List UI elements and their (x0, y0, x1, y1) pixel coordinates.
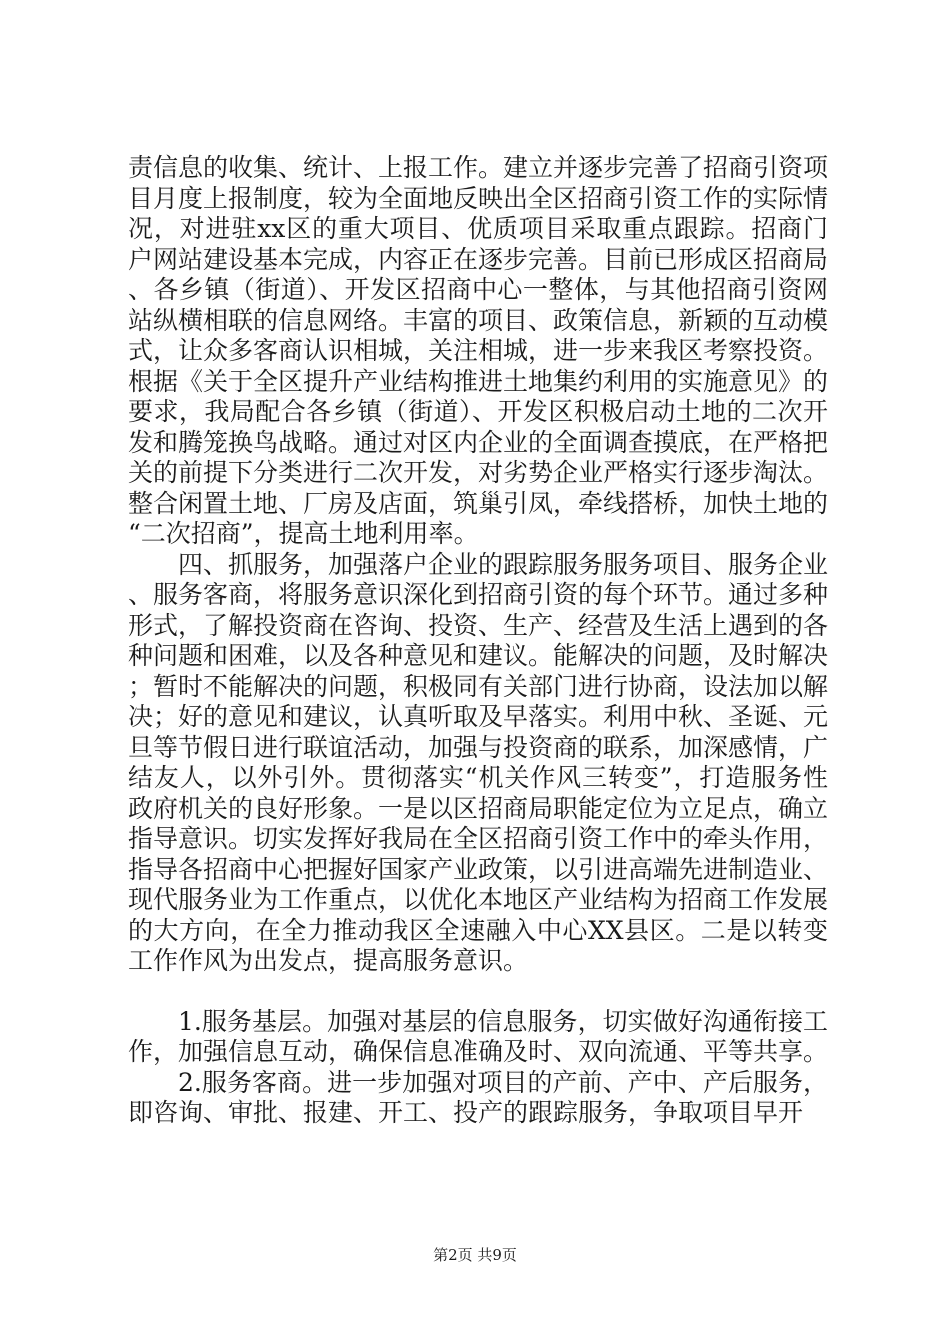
paragraph-4: 2.服务客商。进一步加强对项目的产前、产中、产后服务，即咨询、审批、报建、开工、投产的跟踪服务，争取项目早开 (128, 1067, 828, 1127)
paragraph-1: 责信息的收集、统计、上报工作。建立并逐步完善了招商引资项目月度上报制度，较为全面地反映出全区招商引资工作的实际情况，对进驻xx区的重大项目、优质项目采取重点跟踪。招商门户网站建设基本完成，内容正在逐步完善。目前已形成区招商局、各乡镇（街道）、开发区招商中心一整体，与其他招商引资网站纵横相联的信息网络。丰富的项目、政策信息，新颖的互动模式，让众多客商认识相城，关注相城，进一步来我区考察投资。根据《关于全区提升产业结构推进土地集约利用的实施意见》的要求，我局配合各乡镇（街道）、开发区积极启动土地的二次开发和腾笼换鸟战略。通过对区内企业的全面调查摸底，在严格把关的前提下分类进行二次开发，对劣势企业严格实行逐步淘汰。整合闲置土地、厂房及店面，筑巢引凤，牵线搭桥，加快土地的“二次招商”，提高土地利用率。 (128, 153, 829, 548)
page-number-footer: 第2页 共9页 (433, 1246, 517, 1264)
paragraph-2: 四、抓服务，加强落户企业的跟踪服务服务项目、服务企业、服务客商，将服务意识深化到招商引资的每个环节。通过多种形式，了解投资商在咨询、投资、生产、经营及生活上遇到的各种问题和困难，以及各种意见和建议。能解决的问题，及时解决；暂时不能解决的问题，积极同有关部门进行协商，设法加以解决；好的意见和建议，认真听取及早落实。利用中秋、圣诞、元旦等节假日进行联谊活动，加强与投资商的联系，加深感情，广结友人，以外引外。贯彻落实“机关作风三转变”，打造服务性政府机关的良好形象。一是以区招商局职能定位为立足点，确立指导意识。切实发挥好我局在全区招商引资工作中的牵头作用，指导各招商中心把握好国家产业政策，以引进高端先进制造业、现代服务业为工作重点，以优化本地区产业结构为招商工作发展的大方向，在全力推动我区全速融入中心XX县区。二是以转变工作作风为出发点，提高服务意识。 (128, 549, 829, 975)
document-body (128, 153, 828, 1129)
paragraph-3: 1.服务基层。加强对基层的信息服务，切实做好沟通衔接工作，加强信息互动，确保信息准确及时、双向流通、平等共享。 (128, 1006, 829, 1066)
